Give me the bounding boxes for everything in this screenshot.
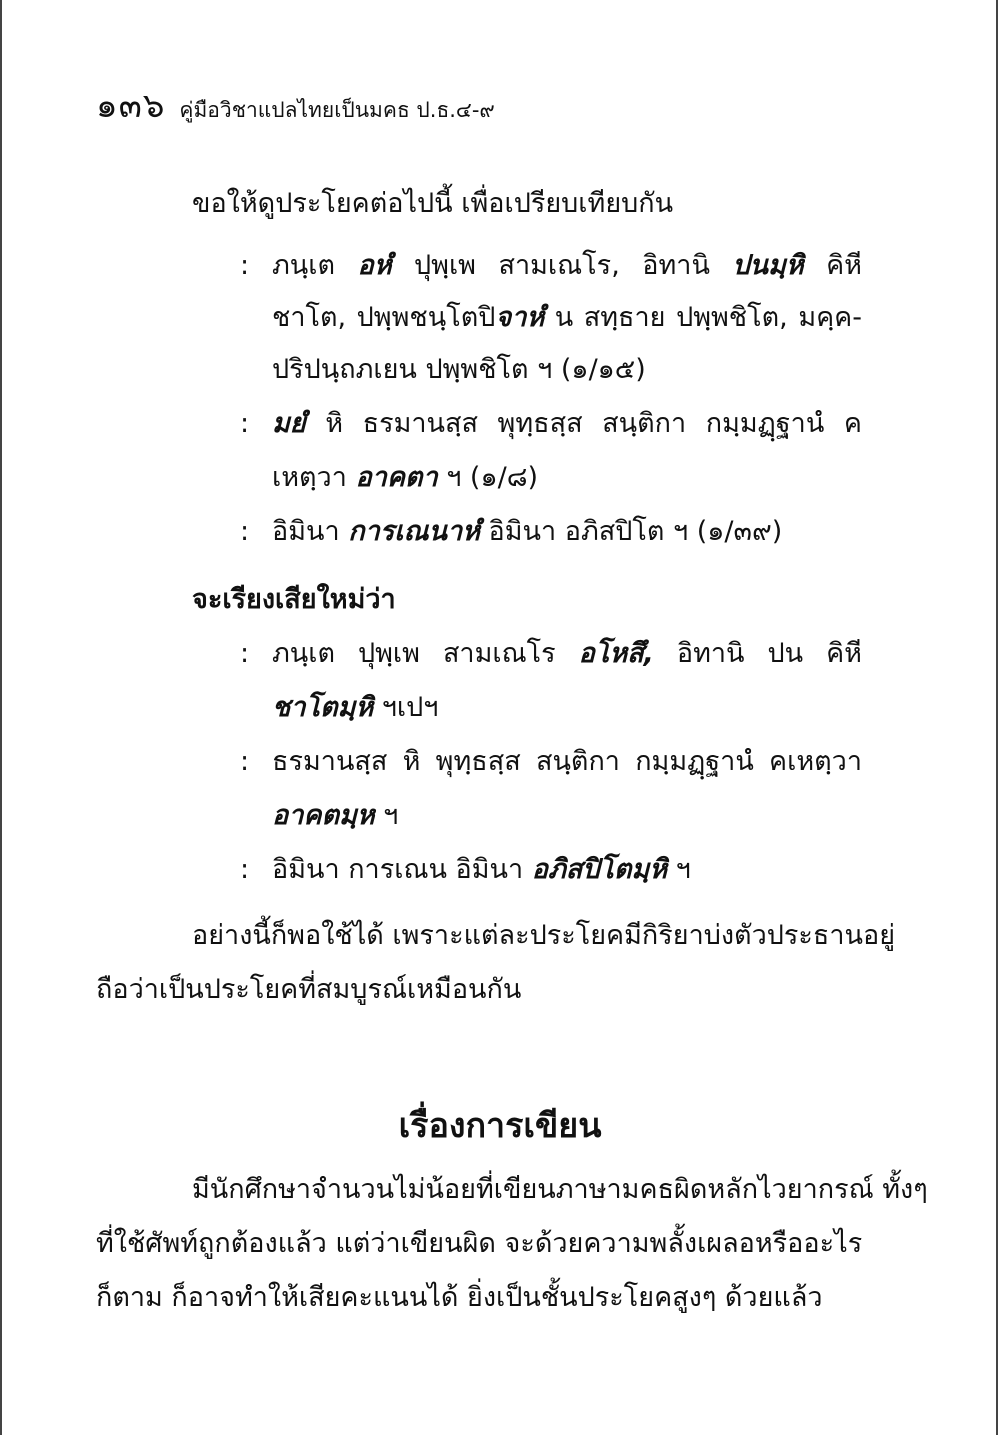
word: สามเณโร, [498, 250, 620, 281]
word: ปุพฺเพ [358, 638, 420, 669]
section-heading: เรื่องการเขียน [398, 1106, 602, 1146]
word: พุทฺธสฺส [497, 408, 583, 439]
word: ปุพฺเพ [414, 250, 476, 281]
revised-1-line-2 [272, 694, 438, 721]
example-1-line-1 [272, 252, 862, 279]
emphasized-word: อาคตา [355, 462, 438, 493]
word: คิหี [826, 638, 862, 669]
word: คเหตฺวา [769, 746, 862, 777]
word: ฯ [374, 800, 399, 831]
colon-marker: : [240, 408, 250, 439]
word: ปพฺพชนฺโตปิ [356, 302, 496, 333]
emphasized-word: การเณนาหํ [348, 516, 480, 547]
word: หิ [325, 408, 344, 439]
word: สนฺติกา [602, 408, 687, 439]
word: ชาโต, [272, 302, 347, 333]
citation: อิมินา อภิสปิโต ฯ (๑/๓๙) [479, 516, 783, 547]
colon-marker: : [240, 638, 250, 669]
emphasized-word: ปนมฺหิ [732, 250, 804, 281]
emphasized-word: อภิสปิโตมฺหิ [531, 854, 668, 885]
emphasized-word: อโหสึ, [578, 638, 654, 669]
word: คิหี [826, 250, 862, 281]
colon-marker: : [240, 516, 250, 547]
citation: ฯ (๑/๘) [437, 462, 539, 493]
example-3-line [272, 518, 782, 545]
revised-2-line-1 [272, 748, 862, 775]
word: อิทานิ [676, 638, 745, 669]
word: พุทฺธสฺส [435, 746, 521, 777]
revised-1-line-1 [272, 640, 862, 667]
running-title: คู่มือวิชาแปลไทยเป็นมคธ ป.ธ.๔-๙ [179, 98, 495, 122]
word: ธรมานสฺส [272, 746, 388, 777]
word: ค [843, 408, 862, 439]
colon-marker: : [240, 250, 250, 281]
paragraph-1-line-2: ถือว่าเป็นประโยคที่สมบูรณ์เหมือนกัน [96, 974, 522, 1005]
word: ภนฺเต [272, 638, 336, 669]
example-1-line-2 [272, 304, 862, 331]
word: อิทานิ [642, 250, 710, 281]
paragraph-1-line-1: อย่างนี้ก็พอใช้ได้ เพราะแต่ละประโยคมีกิริยาบ่งตัวประธานอยู่ [192, 920, 896, 951]
intro-line: ขอให้ดูประโยคต่อไปนี้ เพื่อเปรียบเทียบกัน [192, 188, 674, 219]
revised-3-line [272, 856, 691, 883]
word: อิมินา การเณน อิมินา [272, 854, 532, 885]
paragraph-2-line-1: มีนักศึกษาจำนวนไม่น้อยที่เขียนภาษามคธผิดหลักไวยากรณ์ ทั้งๆ [192, 1174, 928, 1205]
colon-marker: : [240, 746, 250, 777]
word: น [554, 302, 574, 333]
paragraph-2-line-3: ก็ตาม ก็อาจทำให้เสียคะแนนได้ ยิ่งเป็นชั้นประโยคสูงๆ ด้วยแล้ว [96, 1282, 823, 1313]
word: กมฺมฏฺฐานํ [635, 746, 754, 777]
word: ธรมานสฺส [362, 408, 478, 439]
emphasized-word: จาหํ [495, 302, 545, 333]
example-2-line-2 [272, 464, 538, 491]
page-number: ๑๓๖ [96, 86, 166, 126]
emphasized-word: อหํ [357, 250, 392, 281]
colon-marker: : [240, 854, 250, 885]
word: ปพฺพชิโต, [676, 302, 788, 333]
example-2-line-1 [272, 410, 862, 437]
paragraph-2-line-2: ที่ใช้ศัพท์ถูกต้องแล้ว แต่ว่าเขียนผิด จะด้วยความพลั้งเผลอหรืออะไร [96, 1228, 863, 1259]
word: ฯ [667, 854, 691, 885]
word: หิ [402, 746, 421, 777]
word: สทฺธาย [583, 302, 666, 333]
word: มคฺค- [798, 302, 862, 333]
word: สามเณโร [442, 638, 556, 669]
subheading: จะเรียงเสียใหม่ว่า [192, 584, 396, 615]
word: สนฺติกา [535, 746, 620, 777]
emphasized-word: มยํ [272, 408, 306, 439]
word: ภนฺเต [272, 250, 336, 281]
word: เหตฺวา [272, 462, 356, 493]
word: กมฺมฏฺฐานํ [705, 408, 825, 439]
page-header [96, 78, 495, 132]
word: ฯเปฯ [373, 692, 439, 723]
word: ปน [767, 638, 804, 669]
emphasized-word: ชาโตมฺหิ [272, 692, 374, 723]
revised-2-line-2 [272, 802, 398, 829]
emphasized-word: อาคตมฺห [272, 800, 375, 831]
example-1-line-3: ปริปนฺถภเยน ปพฺพชิโต ฯ (๑/๑๕) [272, 354, 646, 385]
word: อิมินา [272, 516, 349, 547]
